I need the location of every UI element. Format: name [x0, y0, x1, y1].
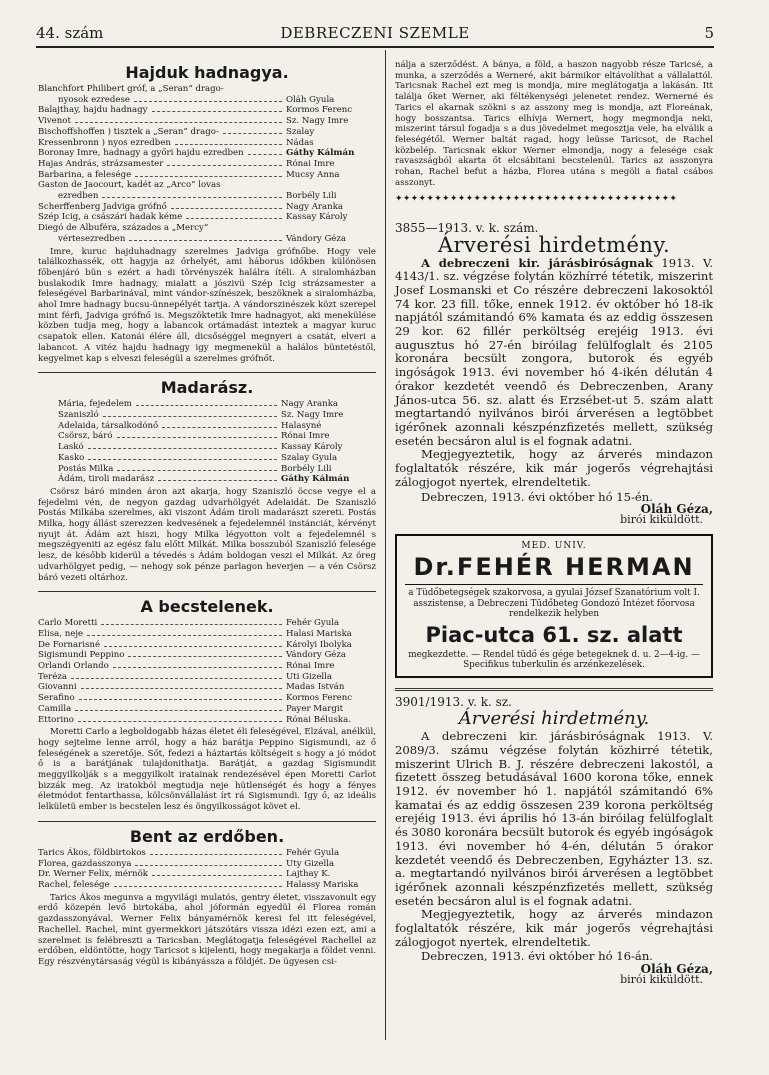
role-name: Serafino	[38, 693, 75, 704]
role-name: Tarics Ákos, földbirtokos	[38, 847, 146, 858]
cast-row	[38, 431, 376, 442]
role-name: Bischoffshoffen ) tisztek a „Seran“ drago-	[38, 126, 219, 137]
actor-name: Kassay Károly	[286, 212, 348, 223]
cast-row	[38, 95, 376, 106]
cast-row	[38, 410, 376, 421]
ad-univ: MED. UNIV.	[521, 540, 587, 551]
cast-row	[38, 618, 376, 629]
cast-list-becstelenek	[38, 618, 376, 725]
actor-name: Rónai Imre	[286, 661, 335, 672]
role-name: De Fornarisné	[38, 639, 101, 650]
cast-row	[38, 640, 376, 651]
role-name: Boronay Imre, hadnagy a győri hajdu ezredben	[38, 148, 244, 159]
actor-name: Gáthy Kálmán	[286, 148, 355, 159]
actor-name: Nagy Aranka	[286, 201, 344, 212]
page-header	[36, 24, 714, 46]
leader-dashes	[152, 111, 282, 112]
role-name: Postás Milka	[58, 463, 114, 474]
role-name: Balajthay, hajdu hadnagy	[38, 105, 148, 116]
synopsis-erdoben-continued: nálja a szerződést. A bánya, a föld, a haszon nagyobb része Taricsé, a munka, a szerződés a Werneré, akit bármikor eltávolíthat a vállalattól. Taricsnak Rachel ezt meg is mondja, mire meglátogatja a lakásán. Itt találja őket Werner, aki féltékenységi jelenetet rendez. Wernerné és Tarics el akarnak szökni s az asszony meg is mondja, azt Floreának, hogy bosszantsa. Tarics elhívja Wernert, hogy megmondja neki, miszerint társul fogadja s a dus jövedelmet megosztja vele, ha elválik a feleségétől. Werner baltát ragad, hogy leüsse Taricsot, de Rachel közbelép. Taricsnak ekkor Werner elmondja, nogy a felesége csak ravaszságból akarta őt elcsábitani becstelenül. Tarics az asszonyra rohan, Rachel befut a házba, Florea utána s megöli a fiatal csábos asszonyt.	[395, 60, 713, 188]
cast-row	[38, 127, 376, 138]
synopsis-erdoben: Tarics Ákos megunva a mgyvilági mulatós, gentry életet, visszavonult egy erdő közepén levő birtokába, ahol jóformán egyedül él Florea román gazdasszonyával. Werner Felix bányamérnök keresi fel itt feleségével, Rachellel. Rachel, mint gyermekkori játszótárs vissza idézi ezen ezt, ami a szerelmet is felébreszti a Taricsban. Meglátogatja feleségével Rachellel az erdőben, eldöntötte, hogy Taricsot s kijelenti, hogy megakarja a földet venni. Egy részvénytársaság végül is kibányássza a földjét. De ügyesen csi-	[38, 892, 376, 967]
actor-name: Vándory Géza	[286, 650, 347, 661]
role-name: Szép Icig, a császári hadak kéme	[38, 212, 183, 223]
cast-row	[38, 715, 376, 726]
actor-name: Uty Gizella	[286, 858, 335, 869]
page-number: 5	[704, 24, 714, 42]
actor-name: Kassay Károly	[281, 442, 343, 453]
role-name: Adelaida, társalkodónő	[58, 420, 159, 431]
cast-row	[38, 202, 376, 213]
synopsis-becstelenek: Moretti Carlo a legboldogabb házas életet éli feleségével, Elzával, anélkül, hogy sejtelme lenne arról, hogy a ház barátja Peppino Sigismundi, az ő feleségének a szeretője. Sőt, fedezi a háztartás költségeit s hogy a jó módot ő is a barátjának tulajdonithatja. Barátját, a gazdag Sigismundit meggyilkolják s a meggyilkolt iratainak rendezésével épen Moretti Carlot bizzák meg. Az iratokból megtudja nejе hütlenségét és hogy a fényes életmódot fentarthassa, kölcsönvállalást írt rá Sigismundi. Igy ő, az ideális lelkületü ember is becstelen lesz és öngyilkosságot követ el.	[38, 727, 376, 813]
cast-row	[38, 682, 376, 693]
role-name: Dr. Werner Felix, mérnök	[38, 869, 148, 880]
leader-dashes	[75, 122, 282, 123]
role-name: Diegó de Albuféra, százados a „Mercy“	[38, 223, 209, 234]
cast-row	[38, 105, 376, 116]
actor-name: Oláh Gyula	[286, 94, 335, 105]
role-name: Florea, gazdasszonya	[38, 858, 132, 869]
column-divider	[385, 50, 386, 1040]
notice-body	[395, 257, 713, 449]
actor-name: Rónai Béluska.	[286, 714, 351, 725]
role-name: vértesezredben	[58, 233, 126, 244]
actor-name: Halasi Mariska	[286, 628, 352, 639]
role-name: Kressenbronn ) nyos ezredben	[38, 137, 171, 148]
cast-row	[38, 421, 376, 432]
doctor-advertisement	[395, 534, 713, 678]
leader-dashes	[88, 459, 277, 460]
leader-dashes	[135, 865, 282, 866]
cast-row	[38, 474, 376, 485]
role-name: Camilla	[38, 703, 72, 714]
actor-name: Fehér Gyula	[286, 847, 340, 858]
leader-dashes	[79, 699, 282, 700]
cast-row	[38, 399, 376, 410]
leader-dashes	[81, 688, 282, 689]
leader-dashes	[150, 854, 282, 855]
leader-dashes	[113, 667, 282, 668]
actor-name: Sz. Nagy Imre	[281, 409, 344, 420]
role-name: Barbarina, a felesége	[38, 169, 132, 180]
cast-row	[38, 442, 376, 453]
role-name: Teréza	[38, 671, 67, 682]
cast-row	[38, 223, 376, 234]
leader-dashes	[167, 165, 282, 166]
actor-name: Nádas	[286, 137, 314, 148]
cast-row	[38, 859, 376, 870]
leader-dashes	[78, 721, 282, 722]
actor-name: Kormos Ferenc	[286, 105, 353, 116]
leader-dashes	[134, 101, 282, 102]
cast-row	[38, 704, 376, 715]
cast-row	[38, 212, 376, 223]
synopsis-madarasz: Csörsz báró minden áron azt akarja, hogy Szaniszló öccse vegye el a fejedelmi vén, de negyon gazdag udvarhölgyét Adelaidát. De Szaniszló Postás Milkába szerelmes, aki viszont Ádám tiroli madarászt szereti. Postás Milka, hogy állást szerezzen kedvesének a fejedelemnél instánciát, kérvényt nyujt át. Ádám azt hiszi, hogy Milka légyotton volt a fejedelemnél s megszégyeniti az egész falu előtt Milkát. Milka bosszuból Szaniszló felesége lesz, de később kiderül a tévedés s Ádám boldogan veszi el Milkát. Az öreg udvarhölgyet pedig, — nehogy sok pénze parlagon heverjen — a vén Csörsz báró vezeti oltárhoz.	[38, 486, 376, 583]
divider	[395, 688, 713, 691]
leader-dashes	[88, 448, 277, 449]
notice-signer: Oláh Géza,	[640, 502, 713, 517]
notice2-date: Debreczen, 1913. évi október hó 16-án.	[421, 949, 653, 964]
role-name: Hajas András, strázsamester	[38, 158, 164, 169]
cast-row	[38, 629, 376, 640]
actor-name: Szalay Gyula	[281, 452, 338, 463]
cast-row	[38, 116, 376, 127]
section-title-erdoben: Bent az erdőben.	[129, 826, 285, 846]
role-name: Vivenot	[38, 116, 71, 127]
leader-dashes	[171, 208, 282, 209]
notice2-remark: Megjegyeztetik, hogy az árverés mindazon foglaltatók részére, kik már jogerős végrehajtási zálogjogot nyertek, elrendeltetik.	[395, 907, 713, 949]
notice-reference: 3855—1913. v. k. szám.	[395, 221, 539, 236]
actor-name: Mucsy Anna	[286, 169, 340, 180]
actor-name: Gáthy Kálmán	[281, 474, 350, 485]
role-name: Giovanni	[38, 682, 77, 693]
role-name: Orlandi Orlando	[38, 661, 109, 672]
synopsis-hajduk: Imre, kuruc hajduhadnagy szerelmes Jadviga grófnőbe. Hogy vele találkozhassék, ott hagyja az őrhelyét, ami háborus időkben különösen főbenjáró bün s ezért a hadi törvényszék halálra ítéli. A siralomházban buslakodik Imre hadnagy, mialatt a jószivü Szép Icig strázsamester a feleségével Barbarinával, mint vándor-színészek, beszöknek a siralomházba, ahol Imre hadnagy bucsu-ünnepélyét tartja. A vándorszinészek közt szerepel mint férfi, Jadviga grófnő is. Megszöktetik Imre hadnagyot, aki menekülése közben tudja meg, hogy a labancok ortámadást inteztek a magyar kuruc csapatok ellen. Katonái élére áll, dicsőséggel megnyeri a csatát, elveri a labancot. A vitéz hajdu hadnagy igy megmenekül a halálos büntetéstől, kegyelmet kap s elveszi feleségül a szerelmes grófnőt.	[38, 246, 376, 364]
cast-row	[38, 159, 376, 170]
role-name: nyosok ezredese	[58, 94, 130, 105]
notice2-signer-role: birói kiküldött.	[620, 972, 703, 986]
cast-row	[38, 170, 376, 181]
role-name: Ettorino	[38, 714, 74, 725]
leader-dashes	[104, 646, 282, 647]
ad-doctor-name: Dr.FEHÉR HERMAN	[413, 553, 695, 582]
leader-dashes	[248, 154, 282, 155]
actor-name: Sz. Nagy Imre	[286, 116, 349, 127]
leader-dashes	[117, 470, 277, 471]
star-divider: ✦✦✦✦✦✦✦✦✦✦✦✦✦✦✦✦✦✦✦✦✦✦✦✦✦✦✦✦✦✦✦✦✦✦✦✦	[395, 194, 678, 205]
notice-body-text: 1913. V. 4143/1. sz. végzése folytán közhírré tétetik, miszerint Josef Losmanski et Co részére debreczeni lakosoktól 74 kor. 23 fill. tőke, ennek 1912. év október hó 18-ik napjától számitandó 6% kamata és az eddig összesen 29 kor. 62 fillér perköltség erejéig 1913. évi augusztus hó 27-én biróilag felülfoglalt és 2105 koronára becsült zongora, butorok és egyéb ingóságok 1913. évi november hó 4-ikén délután 4 órakor kezdetét veendő és Debreczenben, Arany János-utca 56. sz. alatt és Erzsébet-ut 5. szám alatt megtartandó nyilvános birói árverésen a legtöbbet igérőnek azonnali készpénzfizetés mellett, szükség esetén becsáron alul is el fognak adatni.	[395, 255, 714, 448]
cast-row	[38, 453, 376, 464]
section-title-becstelenek: A becstelenek.	[140, 597, 274, 617]
section-title-hajduk: Hajduk hadnagya.	[125, 63, 289, 82]
actor-name: Uti Gizella	[286, 671, 333, 682]
ad-address: Piac-utca 61. sz. alatt	[425, 622, 683, 647]
notice-title: Árverési hirdetmény.	[437, 232, 671, 257]
header-rule	[36, 46, 714, 48]
role-name: Szaniszló	[58, 409, 99, 420]
divider	[38, 372, 376, 373]
cast-row	[38, 180, 376, 191]
leader-dashes	[117, 437, 277, 438]
cast-list-madarasz	[38, 399, 376, 485]
actor-name: Rónai Imre	[281, 431, 330, 442]
role-name: Rachel, felesége	[38, 880, 110, 890]
role-name: Sigismundi Peppino	[38, 650, 125, 661]
ad-description: a Tüdőbetegségek szakorvosa, a gyulai József Szanatórium volt I. asszistense, a Debreczeni Tüdőbeteg Gondozó Intézet főorvosa rendelkezik helyben	[408, 588, 700, 620]
notice2-title: Árverési hirdetmény.	[458, 707, 650, 729]
cast-row	[38, 848, 376, 859]
actor-name: Borbély Lili	[286, 191, 337, 202]
actor-name: Lajthay K.	[286, 869, 331, 880]
divider	[38, 591, 376, 592]
leader-dashes	[101, 624, 282, 625]
leader-dashes	[71, 678, 282, 679]
role-name: Carlo Moretti	[38, 618, 98, 629]
actor-name: Nagy Aranka	[281, 399, 339, 410]
notice2-reference: 3901/1913. v. k. sz.	[395, 694, 512, 709]
cast-list-hajduk	[38, 84, 376, 245]
actor-name: Rónai Imre	[286, 158, 335, 169]
cast-row	[38, 672, 376, 683]
actor-name: Kormos Ferenc	[286, 693, 353, 704]
leader-dashes	[75, 710, 282, 711]
leader-dashes	[114, 886, 282, 887]
leader-dashes	[128, 656, 282, 657]
role-name: Blanchfort Philibert gróf, a „Seran“ drago-	[38, 84, 224, 94]
cast-row	[38, 880, 376, 891]
cast-list-erdoben	[38, 848, 376, 891]
leader-dashes	[129, 240, 282, 241]
cast-row	[38, 84, 376, 95]
right-column	[395, 58, 713, 994]
actor-name: Vándory Géza	[286, 233, 347, 244]
notice-date: Debreczen, 1913. évi október hó 15-én.	[421, 489, 653, 504]
leader-dashes	[186, 218, 282, 219]
actor-name: Halasyné	[281, 420, 322, 431]
role-name: Mária, fejedelem	[58, 399, 132, 410]
issue-number: 44. szám	[36, 24, 104, 42]
notice-signer-role: birói kiküldött.	[620, 512, 703, 526]
role-name: Kasko	[58, 452, 85, 463]
ad-hours: megkezdette. — Rendel tüdő és gége betegeknek d. u. 2—4-ig. — Specifikus tuberkulin és arzénkezelések.	[408, 649, 700, 671]
role-name: Laskó	[58, 442, 84, 453]
notice-remark: Megjegyeztetik, hogy az árverés mindazon foglaltatók részére, kik már jogerős végrehajtási zálogjogot nyertek, elrendeltetik.	[395, 447, 713, 489]
cast-row	[38, 138, 376, 149]
actor-name: Szalay	[286, 126, 315, 137]
cast-row	[38, 693, 376, 704]
leader-dashes	[162, 427, 277, 428]
actor-name: Payer Margit	[286, 703, 344, 714]
cast-row	[38, 650, 376, 661]
actor-name: Borbély Lili	[281, 463, 332, 474]
cast-row	[38, 234, 376, 245]
notice2-signer: Oláh Géza,	[640, 962, 713, 977]
leader-dashes	[102, 197, 282, 198]
actor-name: Madas István	[286, 682, 345, 693]
leader-dashes	[175, 144, 282, 145]
leader-dashes	[223, 133, 282, 134]
leader-dashes	[136, 405, 277, 406]
role-name: Ádám, tiroli madarász	[58, 474, 155, 485]
actor-name: Fehér Gyula	[286, 618, 340, 629]
divider	[38, 821, 376, 822]
leader-dashes	[158, 480, 277, 481]
actor-name: Halassy Mariska	[286, 880, 359, 890]
leader-dashes	[87, 635, 282, 636]
cast-row	[38, 191, 376, 202]
role-name: Elisa, neje	[38, 628, 84, 639]
leader-dashes	[152, 875, 282, 876]
role-name: Gaston de Jaocourt, kadét az „Arco“ lovas	[38, 180, 221, 191]
role-name: Scherffenberg Jadviga grófnő	[38, 201, 167, 212]
court-name: A debreczeni kir. járásbiróságnak	[421, 255, 653, 270]
cast-row	[38, 661, 376, 672]
role-name: Csörsz, báró	[58, 431, 113, 442]
cast-row	[38, 464, 376, 475]
newspaper-title: DEBRECZENI SZEMLE	[280, 24, 470, 42]
role-name: ezredben	[58, 191, 99, 202]
cast-row	[38, 869, 376, 880]
notice2-body: A debreczeni kir. járásbiróságnak 1913. V. 2089/3. számu végzése folytán közhirré tétetik, miszerint Ulrich B. J. részére debreczeni lakostól, a fizetett összeg betudásával 1600 korona tőke, ennek 1912. év november hó 1. napjától számitandó 6% kamatai és az eddig összesen 239 korona perköltség erejéig 1913. évi április hó 13-án biróilag felülfoglalt és 3080 koronára becsült butorok és egyéb ingóságok 1913. évi november hó 4-én, délután 5 órakor kezdetét veendő és Debreczenben, Egyházter 13. sz. a. megtartandó nyilvános birói árverésen a legtöbbet igérőnek azonnali készpénzfizetés mellett, szükség esetén becsáron alul is el fognak adatni.	[395, 729, 713, 908]
leader-dashes	[135, 176, 282, 177]
leader-dashes	[103, 416, 277, 417]
ad-rule	[405, 584, 703, 585]
section-title-madarasz: Madarász.	[160, 378, 254, 398]
cast-row	[38, 148, 376, 159]
left-column	[38, 58, 376, 970]
actor-name: Károlyi Ibolyka	[286, 639, 352, 650]
